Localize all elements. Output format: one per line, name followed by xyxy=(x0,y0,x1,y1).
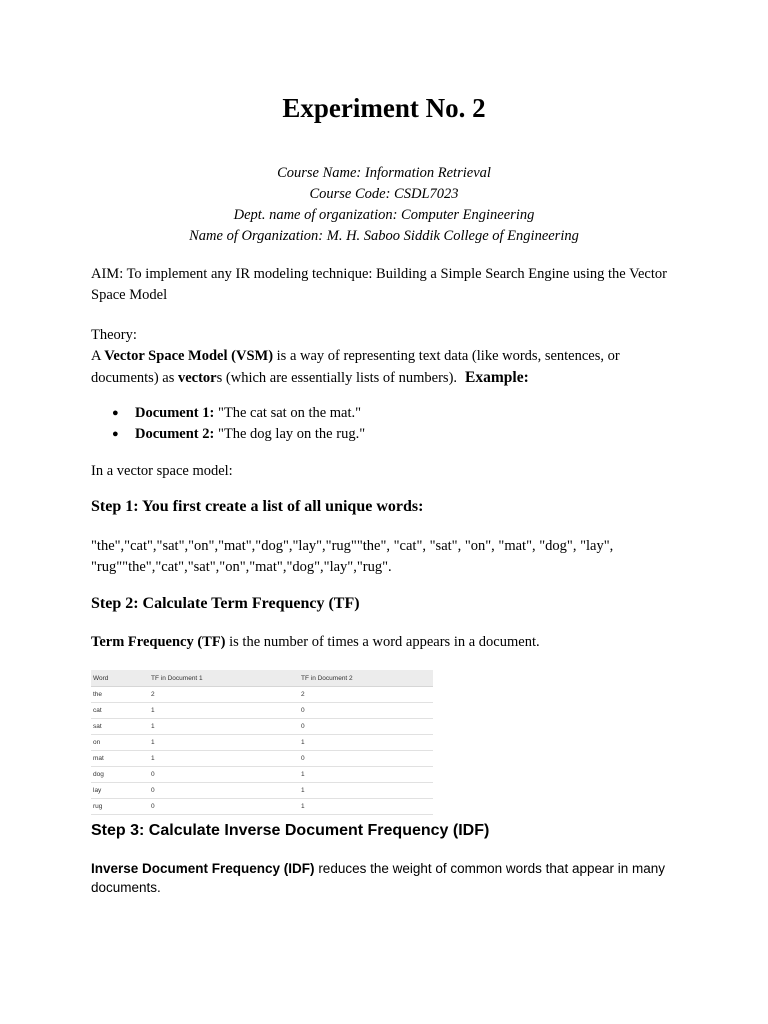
page-title: Experiment No. 2 xyxy=(282,93,486,123)
cell-tf-doc2: 0 xyxy=(299,703,433,719)
theory-intro-b: is a way of representing text data (like words, sentences, or documents) as xyxy=(91,348,620,386)
tf-definition xyxy=(91,632,681,653)
cell-tf-doc1: 1 xyxy=(149,719,299,735)
cell-word: lay xyxy=(91,783,149,799)
table-row xyxy=(91,719,433,735)
cell-tf-doc1: 1 xyxy=(149,751,299,767)
cell-tf-doc1: 2 xyxy=(149,687,299,703)
cell-word: the xyxy=(91,687,149,703)
theory-intro-a: A xyxy=(91,348,105,364)
table-row xyxy=(91,799,433,815)
idf-definition xyxy=(91,859,691,897)
cell-tf-doc2: 1 xyxy=(299,767,433,783)
cell-tf-doc2: 0 xyxy=(299,719,433,735)
table-row xyxy=(91,687,433,703)
document-label: Document 2: xyxy=(135,426,215,442)
tf-table xyxy=(91,670,433,815)
header-word: Word xyxy=(91,670,149,687)
tf-definition-text: is the number of times a word appears in a document. xyxy=(225,634,540,650)
document-label: Document 1: xyxy=(135,405,215,421)
cell-tf-doc2: 0 xyxy=(299,751,433,767)
unique-words-list: "the","cat","sat","on","mat","dog","lay","rug""the", "cat", "sat", "on", "mat", "dog", "lay", "rug""the","cat","sat","on","mat","dog","lay","rug". xyxy=(91,538,614,575)
theory-label: Theory: xyxy=(91,327,137,343)
table-row xyxy=(91,703,433,719)
cell-word: mat xyxy=(91,751,149,767)
idf-term: Inverse Document Frequency (IDF) xyxy=(91,861,315,876)
organization-name: Name of Organization: M. H. Saboo Siddik College of Engineering xyxy=(189,228,579,244)
cell-tf-doc1: 0 xyxy=(149,783,299,799)
cell-tf-doc2: 1 xyxy=(299,735,433,751)
table-row xyxy=(91,767,433,783)
cell-word: dog xyxy=(91,767,149,783)
list-item xyxy=(112,403,365,424)
cell-tf-doc2: 2 xyxy=(299,687,433,703)
step3-heading: Step 3: Calculate Inverse Document Frequency (IDF) xyxy=(91,822,490,839)
cell-tf-doc2: 1 xyxy=(299,799,433,815)
department-name: Dept. name of organization: Computer Engineering xyxy=(233,207,535,223)
step2-heading: Step 2: Calculate Term Frequency (TF) xyxy=(91,595,360,612)
cell-tf-doc1: 0 xyxy=(149,767,299,783)
document-text: "The dog lay on the rug." xyxy=(214,426,366,442)
step1-heading: Step 1: You first create a list of all unique words: xyxy=(91,498,424,515)
course-name: Course Name: Information Retrieval xyxy=(277,165,491,181)
header-tf-doc1: TF in Document 1 xyxy=(149,670,299,687)
cell-tf-doc1: 1 xyxy=(149,703,299,719)
tf-term: Term Frequency (TF) xyxy=(91,634,226,650)
table-row xyxy=(91,751,433,767)
header-tf-doc2: TF in Document 2 xyxy=(299,670,433,687)
cell-tf-doc1: 1 xyxy=(149,735,299,751)
vector-term: vector xyxy=(177,370,217,386)
theory-intro-c: s (which are essentially lists of numbers). xyxy=(216,370,458,386)
cell-word: rug xyxy=(91,799,149,815)
idf-definition-text: reduces the weight of common words that appear in many documents. xyxy=(91,861,665,895)
vector-space-intro: In a vector space model: xyxy=(91,463,233,479)
cell-word: on xyxy=(91,735,149,751)
table-row xyxy=(91,735,433,751)
cell-tf-doc2: 1 xyxy=(299,783,433,799)
example-label: Example: xyxy=(465,369,529,386)
cell-word: sat xyxy=(91,719,149,735)
table-row xyxy=(91,783,433,799)
cell-tf-doc1: 0 xyxy=(149,799,299,815)
cell-word: cat xyxy=(91,703,149,719)
theory-paragraph xyxy=(91,346,681,389)
vsm-term: Vector Space Model (VSM) xyxy=(104,348,274,364)
course-code: Course Code: CSDL7023 xyxy=(309,186,459,202)
document-text: "The cat sat on the mat." xyxy=(214,405,362,421)
table-header-row xyxy=(91,670,433,687)
course-info xyxy=(0,163,768,247)
document-list xyxy=(112,403,365,445)
list-item xyxy=(112,424,365,445)
aim-paragraph: AIM: To implement any IR modeling technique: Building a Simple Search Engine using the Vector Space Model xyxy=(91,266,667,303)
tf-table-container xyxy=(91,670,433,815)
